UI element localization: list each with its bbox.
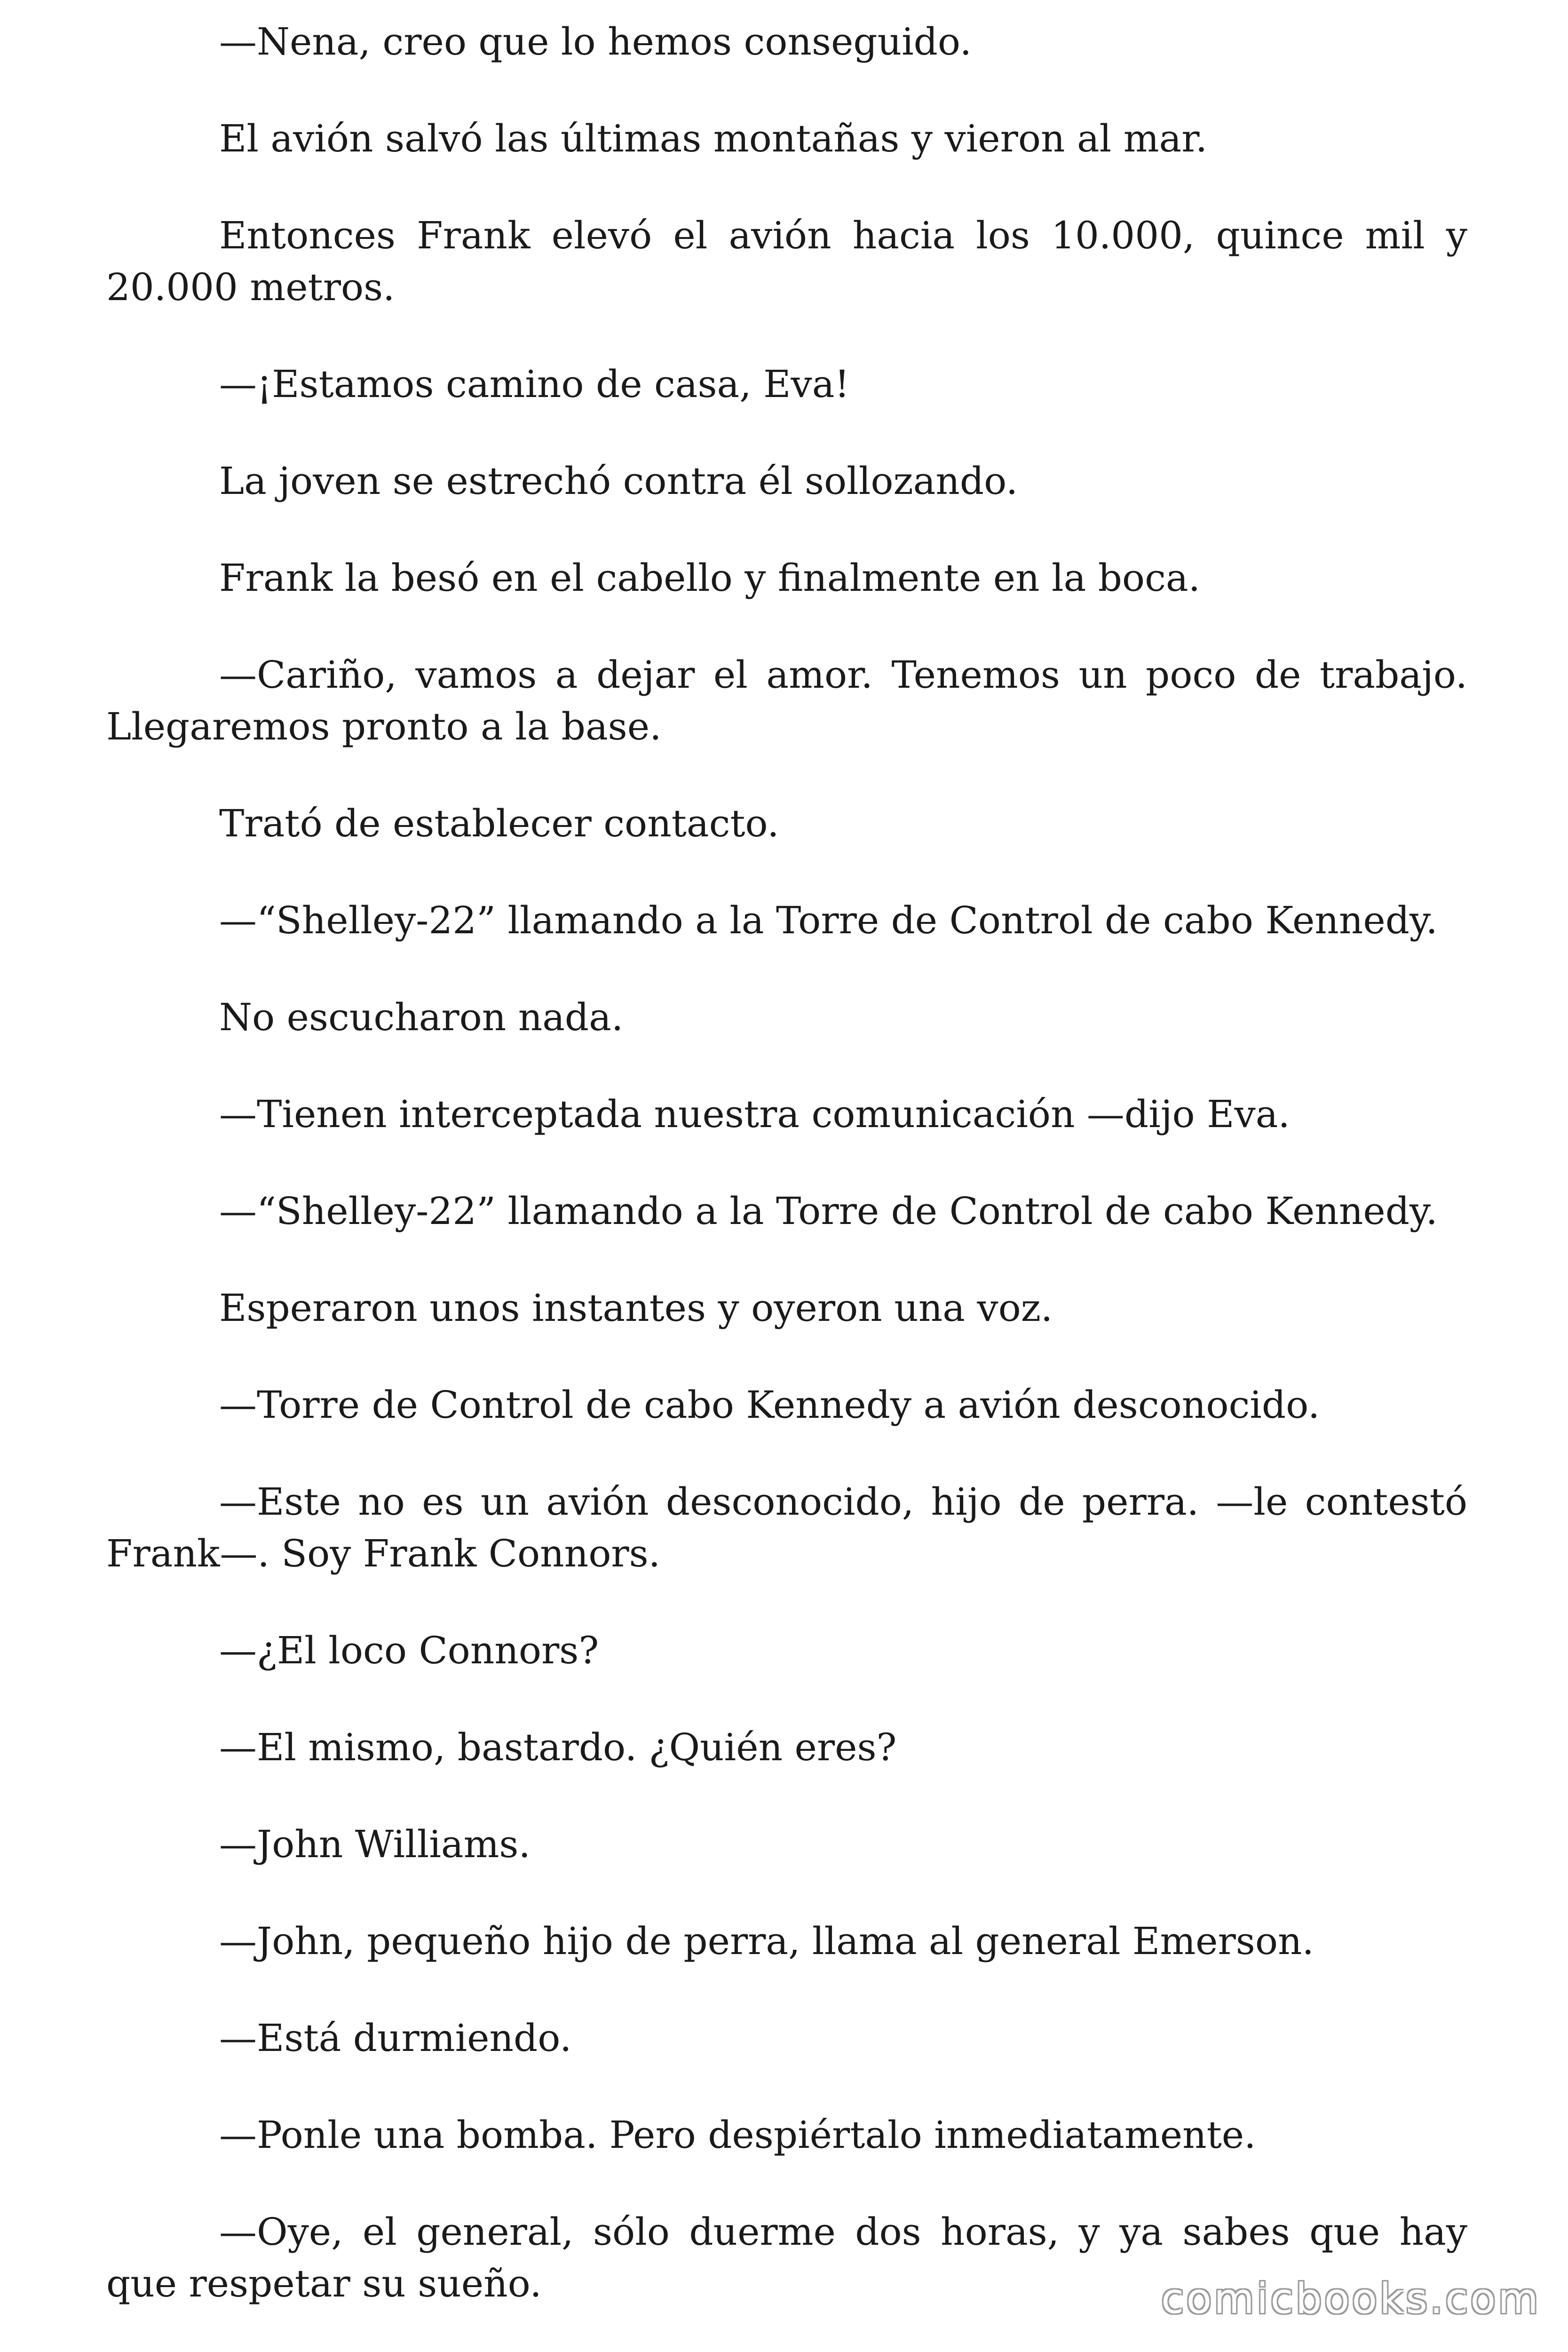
- paragraph: —“Shelley-22” llamando a la Torre de Control de cabo Kennedy.: [219, 1189, 1438, 1233]
- paragraph: —El mismo, bastardo. ¿Quién eres?: [219, 1725, 897, 1769]
- paragraph: —Torre de Control de cabo Kennedy a avión desconocido.: [219, 1383, 1320, 1427]
- paragraph: —“Shelley-22” llamando a la Torre de Control de cabo Kennedy.: [219, 898, 1438, 942]
- watermark: comicbooks.com: [1161, 2274, 1541, 2323]
- paragraph: La joven se estrechó contra él sollozando.: [219, 459, 1018, 503]
- paragraph: Frank la besó en el cabello y finalmente en la boca.: [219, 556, 1201, 600]
- paragraph: —¡Estamos camino de casa, Eva!: [219, 362, 850, 406]
- paragraph: —¿El loco Connors?: [219, 1629, 599, 1672]
- paragraph: El avión salvó las últimas montañas y vieron al mar.: [219, 117, 1208, 160]
- paragraph: —John, pequeño hijo de perra, llama al general Emerson.: [219, 1919, 1314, 1963]
- paragraph: —Cariño, vamos a dejar el amor. Tenemos un poco de trabajo. Llegaremos pronto a la base.: [106, 653, 1467, 748]
- paragraph: Esperaron unos instantes y oyeron una voz.: [219, 1286, 1053, 1330]
- paragraph: —John Williams.: [219, 1822, 531, 1866]
- paragraph: Entonces Frank elevó el avión hacia los 10.000, quince mil y 20.000 metros.: [106, 214, 1467, 309]
- paragraph: —Este no es un avión desconocido, hijo de perra. —le contestó Frank—. Soy Frank Connors.: [106, 1480, 1467, 1575]
- paragraph: No escucharon nada.: [219, 995, 624, 1039]
- paragraph: Trató de establecer contacto.: [219, 802, 779, 845]
- paragraph: —Tienen interceptada nuestra comunicación —dijo Eva.: [219, 1092, 1290, 1136]
- paragraph: —Está durmiendo.: [219, 2016, 572, 2060]
- paragraph: —Ponle una bomba. Pero despiértalo inmediatamente.: [219, 2113, 1256, 2157]
- paragraph: —Nena, creo que lo hemos conseguido.: [219, 20, 972, 64]
- paragraph: —Oye, el general, sólo duerme dos horas, y ya sabes que hay que respetar su sueño.: [106, 2210, 1467, 2305]
- page-text: [106, 16, 1467, 2352]
